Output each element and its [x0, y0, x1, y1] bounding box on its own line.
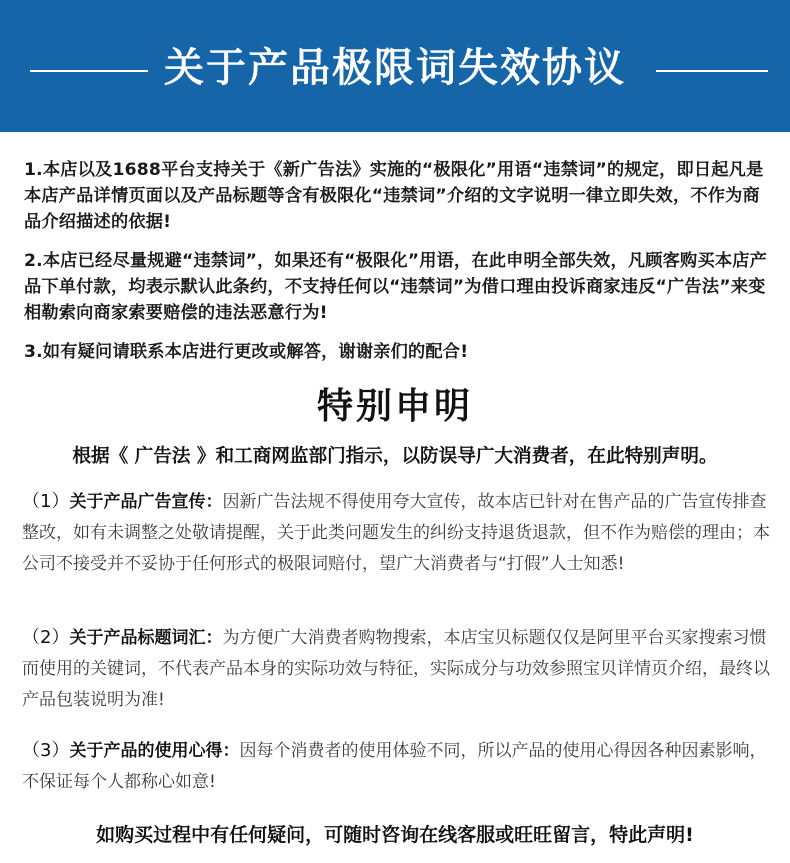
item-heading: 关于产品广告宣传：: [69, 492, 223, 512]
statement-item-title-keywords: [22, 622, 774, 716]
banner-divider-right: [656, 70, 768, 72]
item-body: 因每个消费者的使用体验不同，所以产品的使用心得因各种因素影响，不保证每个人都称心如意!: [22, 741, 767, 792]
banner-title: 关于产品极限词失效协议: [164, 44, 626, 91]
special-statement-title: 特别申明: [316, 386, 473, 427]
notice-paragraph-2: 2.本店已经尽量规避“违禁词”，如果还有“极限化”用语，在此申明全部失效，凡顾客购买本店产品下单付款，均表示默认此条约，不支持任何以“违禁词”为借口理由投诉商家违反“广告法”来变相勒索向商家索要赔偿的违法恶意行为!: [24, 251, 767, 323]
banner-divider-left: [30, 70, 148, 72]
item-heading: 关于产品标题词汇：: [69, 628, 223, 648]
item-number: （3）: [22, 740, 70, 761]
item-body: 因新广告法规不得使用夸大宣传，故本店已针对在售产品的广告宣传排查整改，如有未调整之处敬请提醒，关于此类问题发生的纠纷支持退货退款，但不作为赔偿的理由；本公司不接受并不妥协于任何形式的极限词赔付，望广大消费者与“打假”人士知悉!: [22, 492, 770, 574]
footer-statement: 如购买过程中有任何疑问，可随时咨询在线客服或旺旺留言，特此声明!: [96, 824, 694, 846]
header-banner: [0, 0, 790, 132]
item-heading: 关于产品的使用心得：: [69, 741, 240, 761]
item-number: （2）: [22, 627, 70, 648]
notice-paragraph-3: 3.如有疑问请联系本店进行更改或解答，谢谢亲们的配合!: [24, 342, 469, 362]
item-body: 为方便广大消费者购物搜索，本店宝贝标题仅仅是阿里平台买家搜索习惯而使用的关键词，不代表产品本身的实际功效与特征，实际成分与功效参照宝贝详情页介绍，最终以产品包装说明为准!: [22, 628, 770, 710]
item-number: （1）: [22, 491, 70, 512]
notice-paragraph-1: 1.本店以及1688平台支持关于《新广告法》实施的“极限化”用语“违禁词”的规定，即日起凡是本店产品详情页面以及产品标题等含有极限化“违禁词”介绍的文字说明一律立即失效，不作为商品介绍描述的依据!: [24, 160, 764, 232]
statement-item-advertising: [22, 486, 774, 580]
special-statement-intro: 根据《 广告法 》和工商网监部门指示，以防误导广大消费者，在此特别声明。: [72, 446, 718, 467]
statement-item-usage-experience: [22, 735, 774, 798]
